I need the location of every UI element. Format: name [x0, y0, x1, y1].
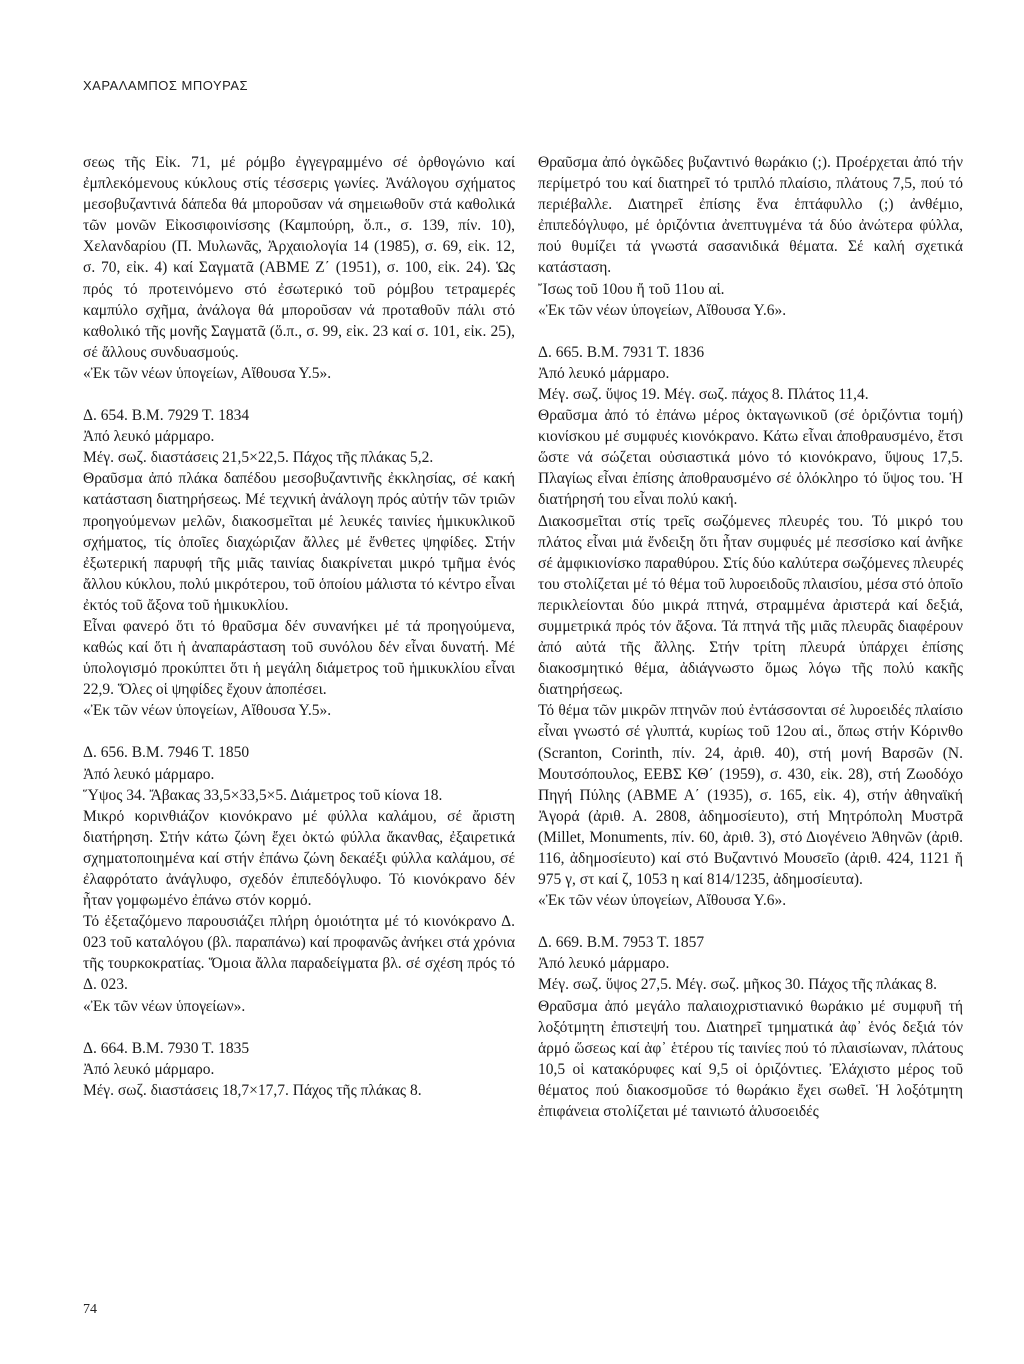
paragraph: Θραῦσμα ἀπό μεγάλο παλαιοχριστιανικό θωράκιο μέ συμφυῆ τή λοξότμητη ἐπιστεψή του. Διατηρεῖ τμηματικά ἀφ᾽ ἑνός δεξιά τόν ἁρμό ὥσεως καί ἀφ᾽ ἑτέρου τίς ταινίες πού τό πλαισίωναν, πλάτους 10,5 οἱ κατακόρυφες καί 9,5 οἱ ὁριζόντιες. Ἐλάχιστο μέρος τοῦ θέματος πού διακοσμοῦσε τό θωράκιο ἔχει σωθεῖ. Ἡ λοξότμητη ἐπιφάνεια στολίζεται μέ ταινιωτό ἁλυσοειδές	[538, 997, 963, 1121]
paragraph: Τό θέμα τῶν μικρῶν πτηνῶν πού ἐντάσσονται σέ λυροειδές πλαίσιο εἶναι γνωστό σέ γλυπτά, κυρίως τοῦ 12ου αἱ., ὅπως στήν Κόρινθο (Scranton, Corinth, πίν. 24, ἀριθ. 40), στή μονή Βαρσῶν (Ν. Μουτσόπουλος, ΕΕΒΣ ΚΘ΄ (1959), σ. 430, εἰκ. 28), στή Ζωοδόχο Πηγή Πύλης (ΑΒΜΕ Α΄ (1935), σ. 165, εἰκ. 4), στήν ἀθηναϊκή Ἀγορά (ἀριθ. Α. 2808, ἀδημοσίευτο), στή Μητρόπολη Μυστρᾶ (Millet, Monuments, πίν. 60, ἀριθ. 3), στό Διογένειο Ἀθηνῶν (ἀριθ. 116, ἀδημοσίευτο) καί στό Βυζαντινό Μουσεῖο (ἀριθ. 424, 1121 ἤ 975 γ, στ καί ζ, 1053 η καί 814/1235, ἀδημοσίευτα).	[538, 702, 963, 889]
paragraph: «Ἐκ τῶν νέων ὑπογείων, Αἴθουσα Υ.6».	[538, 301, 787, 319]
running-header: ΧΑΡΑΛΑΜΠΟΣ ΜΠΟΥΡΑΣ	[83, 78, 249, 93]
paragraph: Μικρό κορινθιάζον κιονόκρανο μέ φύλλα καλάμου, σέ ἄριστη διατήρηση. Στήν κάτω ζώνη ἔχει ὀκτώ φύλλα ἄκανθας, ἐξαιρετικά σχηματοποιημένα καί στήν ἐπάνω ζώνη δεκαέξι φύλλα καλάμου, σέ ἐλαφρότατο ἀνάγλυφο, σχεδόν ἐπιπεδόγλυφο. Τό κιονόκρανο δέν ἦταν γομφωμένο ἐπάνω στόν κορμό.	[83, 807, 515, 910]
paragraph: «Ἐκ τῶν νέων ὑπογείων».	[83, 997, 246, 1015]
paragraph: Ἀπό λευκό μάρμαρο.	[538, 364, 670, 382]
paragraph: Ἀπό λευκό μάρμαρο.	[83, 428, 215, 446]
paragraph: Ὕψος 34. Ἄβακας 33,5×33,5×5. Διάμετρος τοῦ κίονα 18.	[83, 786, 443, 804]
catalog-entry-heading: Δ. 664. Β.Μ. 7930 Τ. 1835	[83, 1039, 250, 1057]
paragraph: Διακοσμεῖται στίς τρεῖς σωζόμενες πλευρές του. Τό μικρό του πλάτος εἶναι μιά ἔνδειξη ὅτι ἦταν συμφυές μέ πεσσίσκο καί ἀνῆκε σέ ἀμφικιονίσκο παραθύρου. Στίς δύο καλύτερα σωζόμενες πλευρές του στολίζεται μέ τό θέμα τοῦ λυροειδοῦς πλαισίου, μέσα στό ὁποῖο περικλείονται δύο μικρά πτηνά, στραμμένα ἀριστερά καί δεξιά, συμμετρικά πρός τόν ἄξονα. Τά πτηνά τῆς μιᾶς πλευρᾶς διαφέρουν ἀπό αὐτά τῆς ἄλλης. Στήν τρίτη πλευρά ὑπάρχει ἐπίσης διακοσμητικό θέμα, ἀδιάγνωστο ὅμως λόγω τῆς πολύ κακῆς διατηρήσεως.	[538, 512, 963, 699]
paragraph: Ἀπό λευκό μάρμαρο.	[538, 955, 670, 973]
paragraph: Ἴσως τοῦ 10ου ἤ τοῦ 11ου αἱ.	[538, 280, 725, 298]
paragraph: Μέγ. σωζ. ὕψος 27,5. Μέγ. σωζ. μῆκος 30. Πάχος τῆς πλάκας 8.	[538, 976, 938, 994]
paragraph: Θραῦσμα ἀπό ὀγκῶδες βυζαντινό θωράκιο (;). Προέρχεται ἀπό τήν περίμετρό του καί διατηρεῖ τό τριπλό πλαίσιο, πλάτους 7,5, πού τό περιέβαλλε. Διατηρεῖ ἐπίσης ἕνα ἑπτάφυλλο (;) ἀνθέμιο, ἐπιπεδόγλυφο, μέ ὁριζόντια ἀνεπτυγμένα τά δύο ἀνώτερα φύλλα, πού θυμίζει τά γνωστά σασανιδικά θέματα. Σέ καλή σχετικά κατάσταση.	[538, 154, 963, 277]
paragraph: Ἀπό λευκό μάρμαρο.	[83, 765, 215, 783]
paragraph: «Ἐκ τῶν νέων ὑπογείων, Αἴθουσα Υ.5».	[83, 364, 332, 382]
paragraph: Μέγ. σωζ. ὕψος 19. Μέγ. σωζ. πάχος 8. Πλάτος 11,4.	[538, 385, 869, 403]
paragraph: Θραῦσμα ἀπό πλάκα δαπέδου μεσοβυζαντινῆς ἐκκλησίας, σέ κακή κατάσταση διατηρήσεως. Μέ τεχνική ἀνάλογη πρός αὐτήν τῶν τριῶν προηγούμενων μελῶν, διακοσμεῖται μέ λευκές ταινίες ἡμικυκλικοῦ σχήματος, τίς ὁποῖες διαχώριζαν ἄλλες μέ ἔνθετες ψηφίδες. Στήν ἐξωτερική παρυφή τῆς μιᾶς ταινίας διακρίνεται μικρό τμῆμα ἑνός ἄλλου κύκλου, πολύ μικρότερου, τοῦ ὁποίου μάλιστα τό κέντρο εἶναι ἐκτός τοῦ ἄξονα τοῦ ἡμικυκλίου.	[83, 470, 515, 614]
paragraph: «Ἐκ τῶν νέων ὑπογείων, Αἴθουσα Υ.6».	[538, 892, 787, 910]
catalog-entry-heading: Δ. 656. Β.Μ. 7946 Τ. 1850	[83, 744, 250, 762]
paragraph: σεως τῆς Εἰκ. 71, μέ ρόμβο ἐγγεγραμμένο σέ ὀρθογώνιο καί ἐμπλεκόμενους κύκλους στίς τέσσερις γωνίες. Ἀνάλογου σχήματος μεσοβυζαντινά δάπεδα θά μποροῦσαν νά σημειωθοῦν στά καθολικά τῶν μονῶν Εἰκοσιφοινίσσης (Καμπούρη, ὅ.π., σ. 139, πίν. 10), Χελανδαρίου (Π. Μυλωνᾶς, Ἀρχαιολογία 14 (1985), σ. 69, εἰκ. 12, σ. 70, εἰκ. 4) καί Σαγματᾶ (ΑΒΜΕ Ζ΄ (1951), σ. 100, εἰκ. 24). Ὡς πρός τό προτεινόμενο στό ἐσωτερικό τοῦ ρόμβου τετραμερές καμπύλο σχῆμα, ἀνάλογα θά μποροῦσαν νά προταθοῦν πάλι στό καθολικό τῆς μονῆς Σαγματᾶ (ὅ.π., σ. 99, εἰκ. 23 καί σ. 101, εἰκ. 25), σέ ἄλλους συνδυασμούς.	[83, 154, 515, 361]
left-column	[83, 152, 515, 1101]
paragraph: «Ἐκ τῶν νέων ὑπογείων, Αἴθουσα Υ.5».	[83, 702, 332, 720]
catalog-entry-heading: Δ. 665. Β.Μ. 7931 Τ. 1836	[538, 343, 705, 361]
paragraph: Μέγ. σωζ. διαστάσεις 18,7×17,7. Πάχος τῆς πλάκας 8.	[83, 1081, 422, 1099]
page-number: 74	[83, 1302, 97, 1317]
paragraph: Τό ἐξεταζόμενο παρουσιάζει πλήρη ὁμοιότητα μέ τό κιονόκρανο Δ. 023 τοῦ καταλόγου (βλ. παραπάνω) καί προφανῶς ἀνήκει στά χρόνια τῆς τουρκοκρατίας. Ὅμοια ἄλλα παραδείγματα βλ. σέ σχέση πρός τό Δ. 023.	[83, 913, 515, 994]
paragraph: Μέγ. σωζ. διαστάσεις 21,5×22,5. Πάχος τῆς πλάκας 5,2.	[83, 449, 434, 467]
paragraph: Θραῦσμα ἀπό τό ἐπάνω μέρος ὀκταγωνικοῦ (σέ ὁριζόντια τομή) κιονίσκου μέ συμφυές κιονόκρανο. Κάτω εἶναι ἀποθραυσμένο, ἔτσι ὥστε νά σώζεται οὐσιαστικά μόνο τό κιονόκρανο, ὕψους 17,5. Πλαγίως εἶναι ἐπίσης ἀποθραυσμένο σέ ὁλόκληρο τό ὕψος του. Ἡ διατήρησή του εἶναι πολύ κακή.	[538, 407, 963, 509]
paragraph: Ἀπό λευκό μάρμαρο.	[83, 1060, 215, 1078]
right-column	[538, 152, 963, 1122]
paragraph: Εἶναι φανερό ὅτι τό θραῦσμα δέν συνανήκει μέ τά προηγούμενα, καθώς καί ὅτι ἡ ἀναπαράσταση τοῦ συνόλου δέν εἶναι δυνατή. Μέ ὑπολογισμό προκύπτει ὅτι ἡ μεγάλη διάμετρος τοῦ ἡμικυκλίου εἶναι 22,9. Ὅλες οἱ ψηφίδες ἔχουν ἀποπέσει.	[83, 617, 515, 699]
catalog-entry-heading: Δ. 669. Β.Μ. 7953 Τ. 1857	[538, 934, 705, 952]
catalog-entry-heading: Δ. 654. Β.Μ. 7929 Τ. 1834	[83, 407, 250, 425]
